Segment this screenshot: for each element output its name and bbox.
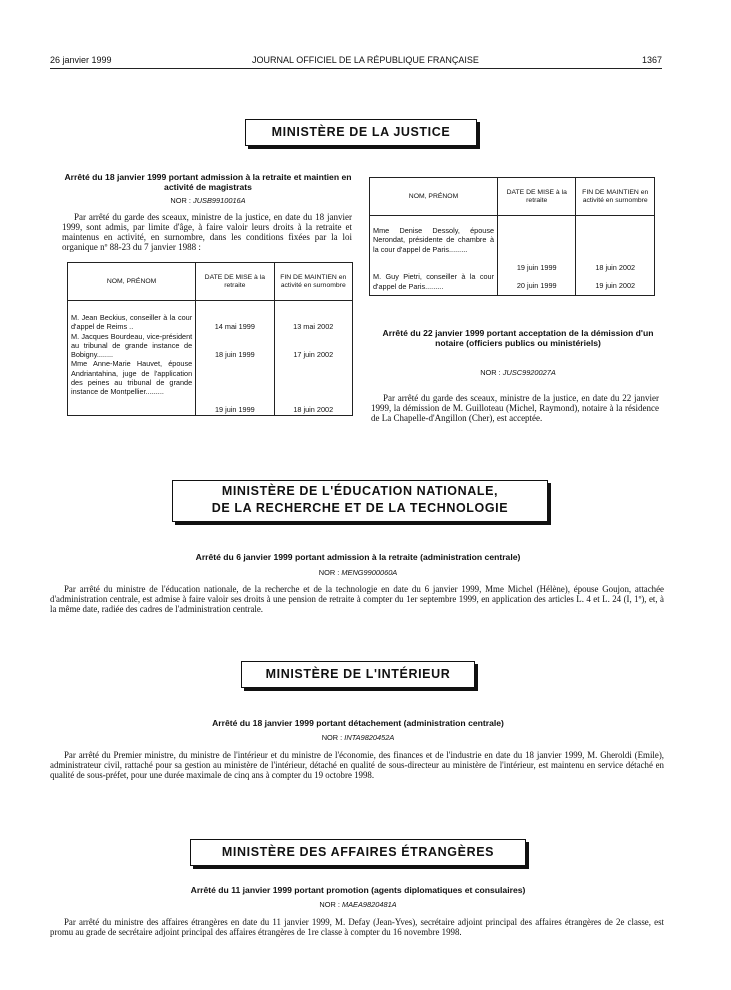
nor-label: NOR :	[321, 733, 343, 742]
table-cell-retirement-date: 14 mai 1999	[196, 301, 274, 332]
column-header-end-of-service: FIN DE MAINTIEN en activité en surnombre	[576, 178, 655, 216]
header-date: 26 janvier 1999	[50, 55, 112, 65]
ministry-heading-interieur: MINISTÈRE DE L'INTÉRIEUR	[241, 661, 475, 688]
nor-label: NOR :	[318, 568, 340, 577]
nor-reference	[50, 568, 666, 577]
ministry-heading-justice: MINISTÈRE DE LA JUSTICE	[245, 119, 477, 146]
header-page-number: 1367	[641, 55, 662, 65]
table-cell-name: M. Jacques Bourdeau, vice-président au tribunal de grande instance de Bobigny........	[68, 332, 196, 360]
table-row	[370, 216, 655, 273]
header-journal-title: JOURNAL OFFICIEL DE LA RÉPUBLIQUE FRANÇAISE	[252, 55, 479, 65]
nor-reference	[50, 900, 666, 909]
table-cell-retirement-date: 20 juin 1999	[498, 272, 576, 295]
table-cell-name: Mme Denise Dessoly, épouse Nerondat, présidente de chambre à la cour d'appel de Paris.........	[370, 216, 498, 273]
ministry-heading-line: DE LA RECHERCHE ET DE LA TECHNOLOGIE	[211, 501, 509, 515]
nor-code: JUSC9920027A	[502, 368, 556, 377]
column-header-retirement-date: DATE DE MISE à la retraite	[498, 178, 576, 216]
table-cell-retirement-date: 19 juin 1999	[498, 216, 576, 273]
magistrates-table	[67, 262, 353, 416]
table-cell-end-date: 17 juin 2002	[274, 332, 353, 360]
nor-code: INTA9820452A	[344, 733, 395, 742]
arrete-text: Par arrêté du ministre de l'éducation nationale, de la recherche et de la technologie en date du 6 janvier 1999, Mme Michel (Hélène), épouse Goujon, attachée d'administration centrale, est admise à faire valoir ses droits à une pension de retraite à compter du 1er septembre 1999, en application des articles L. 4 et L. 24 (I, 1º), et, à la même date, radiée des cadres de l'administration centrale.	[50, 584, 664, 614]
table-cell-end-date: 19 juin 2002	[576, 272, 655, 295]
ministry-heading-affaires-etrangeres: MINISTÈRE DES AFFAIRES ÉTRANGÈRES	[190, 839, 526, 866]
header-rule	[50, 68, 662, 69]
nor-label: NOR :	[319, 900, 340, 909]
table-cell-name: M. Jean Beckius, conseiller à la cour d'appel de Reims ..	[68, 301, 196, 332]
nor-reference	[62, 196, 354, 205]
table-cell-end-date: 18 juin 2002	[576, 216, 655, 273]
arrete-title: Arrêté du 18 janvier 1999 portant détachement (administration centrale)	[212, 718, 504, 728]
nor-code: MENG9900060A	[341, 568, 398, 577]
arrete-title: Arrêté du 18 janvier 1999 portant admission à la retraite et maintien en activité de magistrats	[64, 172, 352, 192]
magistrates-table-continued	[369, 177, 655, 296]
ministry-heading-education	[172, 480, 548, 522]
table-cell-name: Mme Anne-Marie Hauvet, épouse Andriantahina, juge de l'application des peines au tribunal de grande instance de Montpellier.........	[68, 359, 196, 415]
arrete-text: Par arrêté du garde des sceaux, ministre de la justice, en date du 18 janvier 1999, sont admis, par limite d'âge, à faire valoir leurs droits à la retraite et maintenus en activité, en surnombre, dans les conditions fixées par la loi organique nº 88-23 du 7 janvier 1988 :	[62, 212, 352, 252]
column-header-retirement-date: DATE DE MISE à la retraite	[196, 263, 274, 301]
column-header-name: NOM, PRÉNOM	[68, 263, 196, 301]
table-row	[68, 301, 353, 332]
table-row	[370, 272, 655, 295]
arrete-title: Arrêté du 22 janvier 1999 portant acceptation de la démission d'un notaire (officiers publics ou ministériels)	[382, 328, 654, 348]
arrete-text: Par arrêté du garde des sceaux, ministre de la justice, en date du 22 janvier 1999, la démission de M. Guilloteau (Michel, Raymond), notaire à la résidence de La Chapelle-d'Angillon (Cher), est acceptée.	[371, 393, 659, 423]
table-row	[68, 359, 353, 415]
column-header-end-of-service: FIN DE MAINTIEN en activité en surnombre	[274, 263, 353, 301]
table-header-row	[68, 263, 353, 301]
table-header-row	[370, 178, 655, 216]
nor-label: NOR :	[480, 368, 501, 377]
table-row	[68, 332, 353, 360]
table-cell-end-date: 18 juin 2002	[274, 359, 353, 415]
ministry-heading-line: MINISTÈRE DE L'ÉDUCATION NATIONALE,	[221, 484, 499, 498]
nor-reference	[50, 733, 666, 742]
table-cell-retirement-date: 19 juin 1999	[196, 359, 274, 415]
nor-code: MAEA9820481A	[341, 900, 397, 909]
arrete-title: Arrêté du 6 janvier 1999 portant admission à la retraite (administration centrale)	[195, 552, 521, 562]
column-header-name: NOM, PRÉNOM	[370, 178, 498, 216]
table-cell-retirement-date: 18 juin 1999	[196, 332, 274, 360]
nor-code: JUSB9910016A	[193, 196, 246, 205]
table-cell-name: M. Guy Pietri, conseiller à la cour d'appel de Paris.........	[370, 272, 498, 295]
arrete-title: Arrêté du 11 janvier 1999 portant promotion (agents diplomatiques et consulaires)	[190, 885, 526, 895]
arrete-text: Par arrêté du ministre des affaires étrangères en date du 11 janvier 1999, M. Defay (Jean-Yves), secrétaire adjoint principal des affaires étrangères de 2e classe, est promu au grade de secrétaire adjoint principal des affaires étrangères de 1re classe à compter du 16 novembre 1998.	[50, 917, 664, 937]
arrete-text: Par arrêté du Premier ministre, du ministre de l'intérieur et du ministre de l'économie, des finances et de l'industrie en date du 18 janvier 1999, M. Gheroldi (Emile), administrateur civil, rattaché pour sa gestion au ministère de l'intérieur, détaché en qualité de sous-directeur au ministère de l'intérieur, est maintenu en service détaché en qualité de sous-préfet, pour une durée maximale de cinq ans à compter du 19 octobre 1998.	[50, 750, 664, 780]
nor-reference	[376, 368, 660, 377]
table-cell-end-date: 13 mai 2002	[274, 301, 353, 332]
nor-label: NOR :	[170, 196, 191, 205]
